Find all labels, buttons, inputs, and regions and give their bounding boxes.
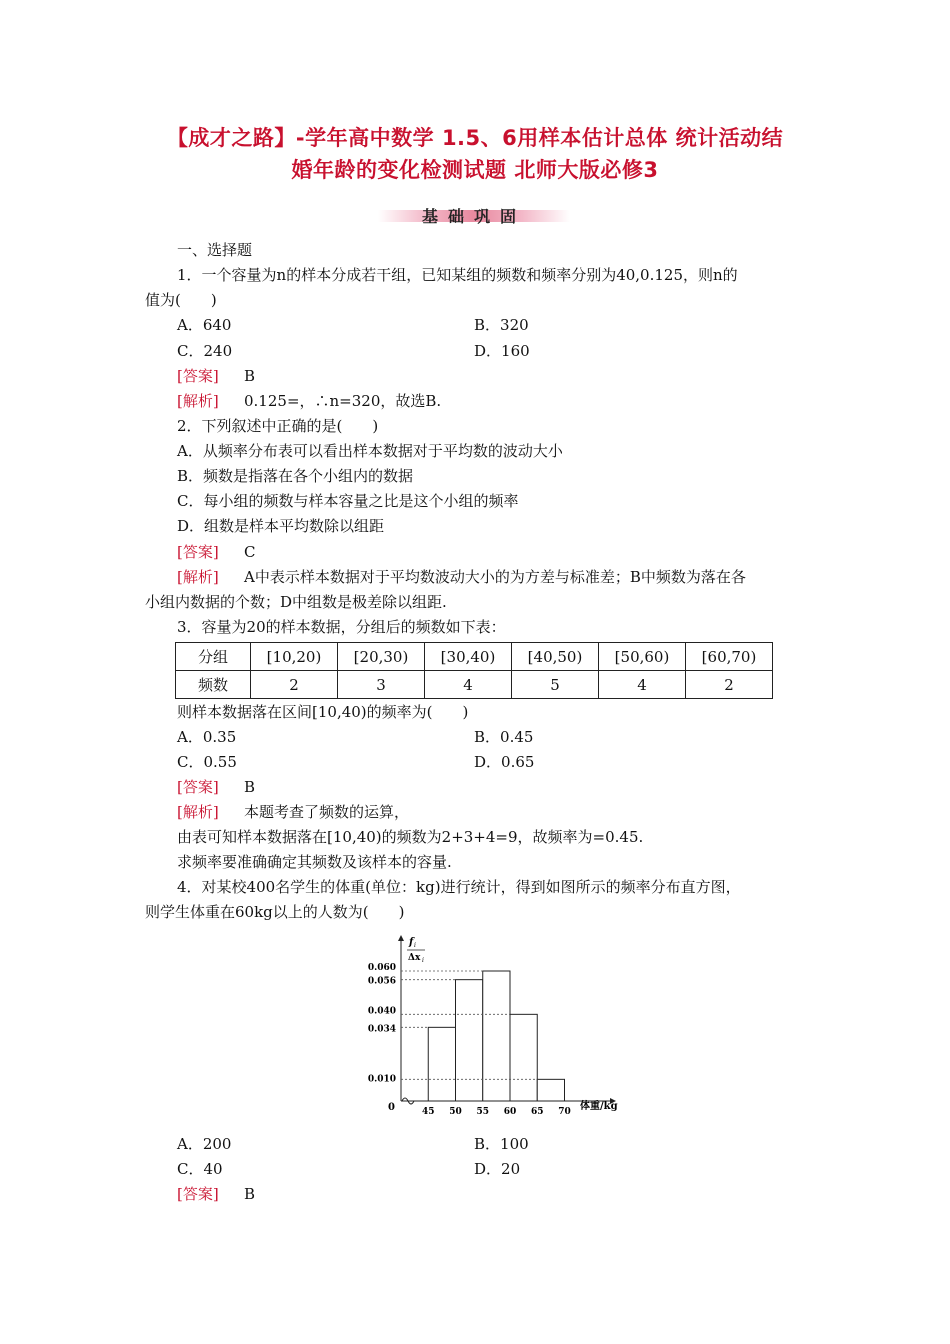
origin-label: 0: [388, 1102, 395, 1113]
q4-answer-tag: [答案]: [177, 1185, 219, 1203]
q1-stem-line1: 1．一个容量为n的样本分成若干组，已知某组的频数和频率分别为40,0.125，则n的: [177, 266, 738, 284]
y-axis-label-top-sub: i: [414, 942, 416, 949]
x-tick-label: 65: [530, 1107, 544, 1117]
table-cell: 2: [251, 671, 338, 699]
y-axis-label-bottom: Δx: [408, 953, 421, 963]
q2-answer: C: [244, 543, 256, 561]
q1-analysis: 0.125=，∴n=320，故选B.: [244, 392, 442, 410]
q3-analysis-tag: [解析]: [177, 803, 219, 821]
table-cell: [20,30): [338, 643, 425, 671]
q1-stem-line2: 值为( ): [145, 291, 217, 309]
q4-option-a: A．200: [177, 1135, 232, 1153]
table-cell: 5: [512, 671, 599, 699]
table-cell: [40,50): [512, 643, 599, 671]
q4-stem-line2: 则学生体重在60kg以上的人数为( ): [145, 903, 405, 921]
q3-option-d: D．0.65: [474, 753, 535, 771]
y-tick-label: 0.056: [367, 976, 396, 987]
q4-answer: B: [244, 1185, 256, 1203]
q3-answer: B: [244, 778, 256, 796]
x-tick-label: 55: [476, 1107, 490, 1117]
table-cell: 4: [599, 671, 686, 699]
y-tick-label: 0.040: [367, 1006, 396, 1017]
q2-stem: 2．下列叙述中正确的是( ): [177, 417, 379, 435]
q1-option-b: B．320: [474, 316, 529, 334]
histogram-bar: [537, 1079, 564, 1101]
frequency-histogram: [355, 928, 625, 1123]
histogram-bar: [456, 980, 483, 1101]
y-axis-label-bottom-sub: i: [422, 957, 424, 964]
table-cell: 4: [425, 671, 512, 699]
q3-stem: 3．容量为20的样本数据，分组后的频数如下表：: [177, 618, 506, 636]
q2-analysis-line2: 小组内数据的个数；D中组数是极差除以组距.: [145, 593, 447, 611]
q1-answer-tag: [答案]: [177, 367, 219, 385]
q2-option-a: A．从频率分布表可以看出样本数据对于平均数的波动大小: [177, 442, 563, 460]
table-row: [176, 643, 773, 671]
q3-option-a: A．0.35: [177, 728, 237, 746]
q3-option-c: C．0.55: [177, 753, 237, 771]
q3-answer-tag: [答案]: [177, 778, 219, 796]
table-cell: 频数: [176, 671, 251, 699]
q3-option-b: B．0.45: [474, 728, 534, 746]
q2-answer-tag: [答案]: [177, 543, 219, 561]
table-cell: [50,60): [599, 643, 686, 671]
y-axis-label-top: f: [409, 937, 414, 948]
doc-title-line1: 【成才之路】-学年高中数学 1.5、6用样本估计总体 统计活动结: [166, 126, 784, 150]
q1-answer: B: [244, 367, 256, 385]
q3-analysis-line3: 求频率要准确确定其频数及该样本的容量.: [177, 853, 452, 871]
q3-analysis-line2: 由表可知样本数据落在[10,40)的频数为2+3+4=9，故频率为=0.45.: [177, 828, 644, 846]
q4-option-b: B．100: [474, 1135, 529, 1153]
q4-stem-line1: 4．对某校400名学生的体重(单位：kg)进行统计，得到如图所示的频率分布直方图，: [177, 878, 741, 896]
table-cell: [60,70): [686, 643, 773, 671]
q2-option-b: B．频数是指落在各个小组内的数据: [177, 467, 414, 485]
y-tick-label: 0.010: [367, 1074, 396, 1085]
table-cell: 分组: [176, 643, 251, 671]
q2-option-c: C．每小组的频数与样本容量之比是这个小组的频率: [177, 492, 519, 510]
q3-ask: 则样本数据落在区间[10,40)的频率为( ): [177, 703, 469, 721]
table-cell: 2: [686, 671, 773, 699]
y-tick-label: 0.060: [367, 963, 396, 973]
q2-analysis-line1: A中表示样本数据对于平均数波动大小的为方差与标准差；B中频数为落在各: [244, 568, 746, 586]
q2-option-d: D．组数是样本平均数除以组距: [177, 517, 385, 535]
frequency-table: [175, 642, 773, 699]
x-tick-label: 70: [558, 1107, 571, 1117]
histogram-bar: [483, 971, 510, 1101]
x-tick-label: 50: [449, 1107, 462, 1117]
q1-option-a: A．640: [177, 316, 232, 334]
table-cell: 3: [338, 671, 425, 699]
table-row: [176, 671, 773, 699]
table-cell: [10,20): [251, 643, 338, 671]
q1-analysis-tag: [解析]: [177, 392, 219, 410]
section-heading: 一、选择题: [177, 241, 253, 259]
x-axis-label: 体重/kg: [580, 1101, 618, 1112]
x-tick-label: 60: [503, 1107, 517, 1117]
histogram-bar: [428, 1027, 455, 1101]
x-tick-label: 45: [421, 1107, 435, 1117]
doc-title-line2: 婚年龄的变化检测试题 北师大版必修3: [291, 158, 659, 182]
section-banner: [378, 204, 570, 228]
q1-option-d: D．160: [474, 342, 530, 360]
q2-analysis-tag: [解析]: [177, 568, 219, 586]
histogram-bar: [510, 1014, 537, 1101]
q1-option-c: C．240: [177, 342, 233, 360]
q4-option-c: C．40: [177, 1160, 223, 1178]
table-cell: [30,40): [425, 643, 512, 671]
q4-option-d: D．20: [474, 1160, 521, 1178]
banner-text: 基础巩固: [421, 207, 526, 226]
y-tick-label: 0.034: [367, 1024, 396, 1035]
q3-analysis-line1: 本题考查了频数的运算，: [244, 803, 410, 821]
